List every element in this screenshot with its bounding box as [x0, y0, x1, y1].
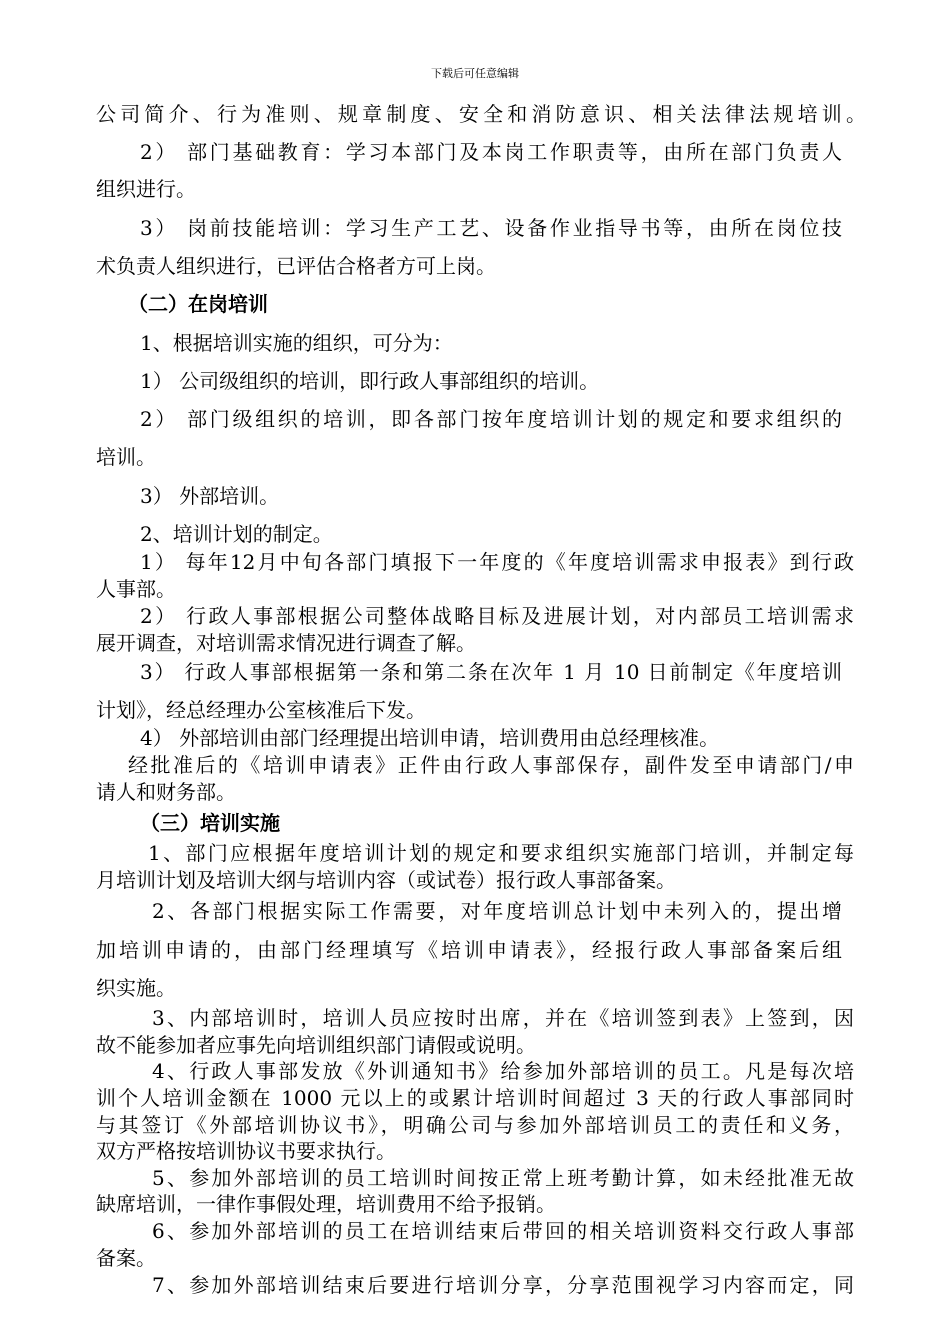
text-line: 计划》，经总经理办公室核准后下发。 [96, 698, 426, 722]
text-line: 1、根据培训实施的组织，可分为： [140, 331, 453, 355]
text-line: 5、参加外部培训的员工培训时间按正常上班考勤计算，如未经批准无故 [152, 1166, 854, 1190]
text-line: 培训。 [96, 445, 156, 469]
text-line: 与其签订《外部培训协议书》，明确公司与参加外部培训员工的责任和义务， [96, 1113, 854, 1137]
text-line: 4） 外部培训由部门经理提出培训申请，培训费用由总经理核准。 [140, 726, 720, 750]
text-line: 请人和财务部。 [96, 780, 236, 804]
text-line: 组织进行。 [96, 177, 196, 201]
text-line: 月培训计划及培训大纲与培训内容（或试卷）报行政人事部备案。 [96, 868, 676, 892]
section-heading: （三）培训实施 [140, 811, 280, 835]
text-line: 2） 部门级组织的培训，即各部门按年度培训计划的规定和要求组织的 [140, 407, 842, 431]
text-line: 1、部门应根据年度培训计划的规定和要求组织实施部门培训，并制定每 [148, 841, 854, 865]
text-line: 2、培训计划的制定。 [140, 522, 333, 546]
text-line: 加培训申请的，由部门经理填写《培训申请表》，经报行政人事部备案后组 [96, 938, 842, 962]
text-line: 3） 外部培训。 [140, 484, 280, 508]
section-heading: （二）在岗培训 [128, 292, 268, 316]
text-line: 2） 部门基础教育：学习本部门及本岗工作职责等，由所在部门负责人 [140, 140, 842, 164]
text-line: 3） 行政人事部根据第一条和第二条在次年 1 月 10 日前制定《年度培训 [140, 660, 842, 684]
text-line: 公司简介、行为准则、规章制度、安全和消防意识、相关法律法规培训。 [96, 102, 866, 126]
text-line: 1） 每年12月中旬各部门填报下一年度的《年度培训需求申报表》到行政 [140, 550, 854, 574]
text-line: 2） 行政人事部根据公司整体战略目标及进展计划，对内部员工培训需求 [140, 604, 854, 628]
text-line: 6、参加外部培训的员工在培训结束后带回的相关培训资料交行政人事部 [152, 1219, 854, 1243]
text-line: 4、行政人事部发放《外训通知书》给参加外部培训的员工。凡是每次培 [152, 1059, 854, 1083]
text-line: 2、各部门根据实际工作需要，对年度培训总计划中未列入的，提出增 [152, 899, 842, 923]
text-line: 训个人培训金额在 1000 元以上的或累计培训时间超过 3 天的行政人事部同时 [96, 1086, 854, 1110]
text-line: 3） 岗前技能培训：学习生产工艺、设备作业指导书等，由所在岗位技 [140, 216, 842, 240]
text-line: 7、参加外部培训结束后要进行培训分享，分享范围视学习内容而定，同 [152, 1273, 854, 1297]
text-line: 人事部。 [96, 577, 176, 601]
text-line: 1） 公司级组织的培训，即行政人事部组织的培训。 [140, 369, 600, 393]
text-line: 术负责人组织进行，已评估合格者方可上岗。 [96, 254, 496, 278]
text-line: 双方严格按培训协议书要求执行。 [96, 1139, 396, 1163]
text-line: 备案。 [96, 1246, 156, 1270]
text-line: 经批准后的《培训申请表》正件由行政人事部保存，副件发至申请部门/申 [128, 753, 854, 777]
text-line: 3、内部培训时，培训人员应按时出席，并在《培训签到表》上签到，因 [152, 1006, 854, 1030]
text-line: 故不能参加者应事先向培训组织部门请假或说明。 [96, 1033, 536, 1057]
text-line: 织实施。 [96, 976, 176, 1000]
text-line: 展开调查，对培训需求情况进行调查了解。 [96, 631, 476, 655]
text-line: 缺席培训，一律作事假处理，培训费用不给予报销。 [96, 1192, 556, 1216]
page-header: 下载后可任意编辑 [431, 67, 519, 80]
